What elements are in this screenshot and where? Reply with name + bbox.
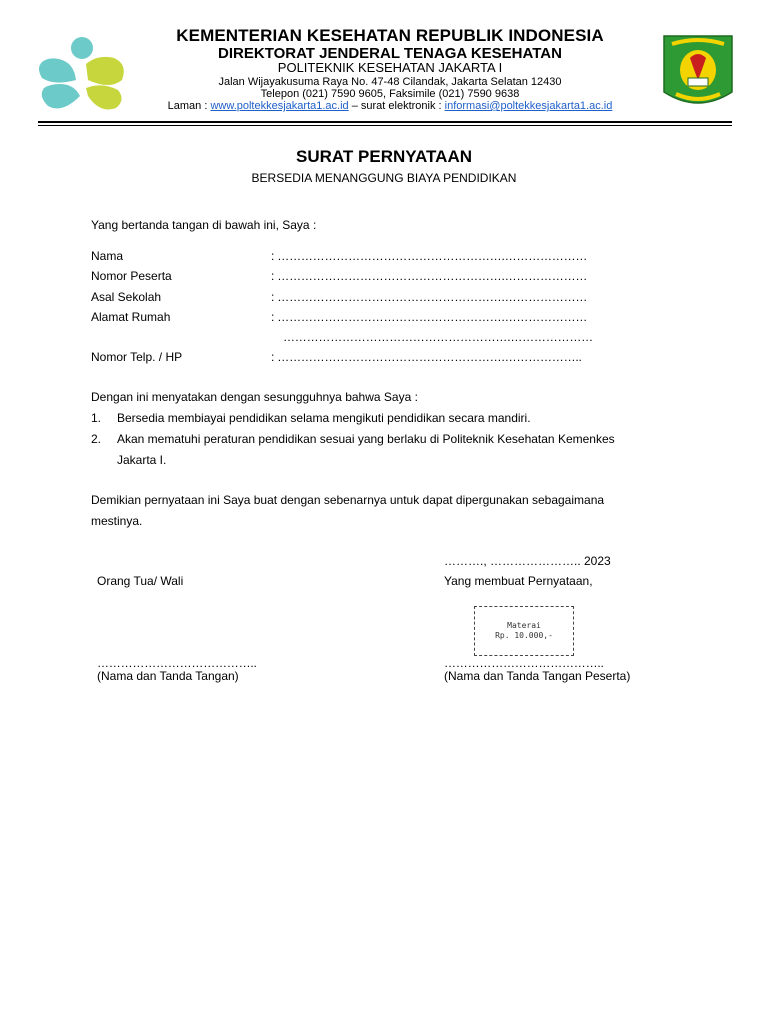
materai-stamp [474, 606, 574, 656]
phone-line: Telepon (021) 7590 9605, Faksimile (021) 7590 9638 [260, 88, 520, 100]
email-link[interactable]: informasi@poltekkesjakarta1.ac.id [444, 100, 613, 112]
item-number-1: 1. [91, 411, 102, 425]
field-label-asal-sekolah: Asal Sekolah [91, 290, 162, 304]
field-value-nomor-telp: : ………………………………………………….……………….. [271, 350, 582, 364]
closing-line-1: Demikian pernyataan ini Saya buat dengan sebenarnya untuk dapat dipergunakan sebagaimana [91, 493, 605, 507]
field-value-asal-sekolah: : ………………………………………………….………………… [271, 290, 588, 304]
header-rule-thin [38, 125, 732, 126]
web-prefix: Laman : [167, 100, 211, 112]
item-text-2-cont: Jakarta I. [117, 453, 167, 467]
website-link[interactable]: www.poltekkesjakarta1.ac.id [210, 100, 349, 112]
field-value-nama: : ………………………………………………….………………… [271, 249, 588, 263]
field-label-alamat-rumah: Alamat Rumah [91, 310, 171, 324]
field-label-nomor-peserta: Nomor Peserta [91, 269, 172, 283]
right-signature-caption: (Nama dan Tanda Tangan Peserta) [444, 669, 631, 683]
date-line: ………., ………………….. 2023 [444, 554, 611, 568]
document-subtitle: BERSEDIA MENANGGUNG BIAYA PENDIDIKAN [251, 171, 517, 185]
address-line: Jalan Wijayakusuma Raya No. 47-48 Cilandak, Jakarta Selatan 12430 [218, 76, 562, 88]
field-value-alamat-rumah-2: ………………………………………………….………………… [283, 330, 593, 344]
ministry-name: KEMENTERIAN KESEHATAN REPUBLIK INDONESIA [176, 26, 604, 45]
item-text-2: Akan mematuhi peraturan pendidikan sesuai yang berlaku di Politeknik Kesehatan Kemenkes [117, 432, 615, 446]
institution-name: POLITEKNIK KESEHATAN JAKARTA I [277, 60, 503, 75]
item-number-2: 2. [91, 432, 102, 446]
directorate-name: DIREKTORAT JENDERAL TENAGA KESEHATAN [218, 45, 562, 62]
contact-line [130, 100, 650, 112]
right-signature-line: ………………………………….. [444, 656, 604, 670]
item-text-1: Bersedia membiayai pendidikan selama mengikuti pendidikan secara mandiri. [117, 411, 531, 425]
left-signature-line: ………………………………….. [97, 656, 257, 670]
field-label-nomor-telp: Nomor Telp. / HP [91, 350, 183, 364]
left-signature-caption: (Nama dan Tanda Tangan) [97, 669, 239, 683]
stamp-line-1: Materai [507, 621, 541, 630]
right-signature-title: Yang membuat Pernyataan, [444, 574, 593, 588]
intro-text: Yang bertanda tangan di bawah ini, Saya : [91, 218, 317, 232]
header-rule-thick [38, 121, 732, 123]
field-value-nomor-peserta: : ………………………………………………….………………… [271, 269, 588, 283]
poltekkes-logo [662, 34, 734, 114]
email-prefix: – surat elektronik : [348, 100, 445, 112]
kemenkes-logo [34, 34, 130, 116]
left-signature-title: Orang Tua/ Wali [97, 574, 184, 588]
field-value-alamat-rumah: : ………………………………………………….………………… [271, 310, 588, 324]
statement-intro: Dengan ini menyatakan dengan sesungguhnya bahwa Saya : [91, 390, 418, 404]
stamp-line-2: Rp. 10.000,- [495, 631, 553, 640]
document-title: SURAT PERNYATAAN [296, 147, 472, 166]
field-label-nama: Nama [91, 249, 124, 263]
closing-line-2: mestinya. [91, 514, 143, 528]
